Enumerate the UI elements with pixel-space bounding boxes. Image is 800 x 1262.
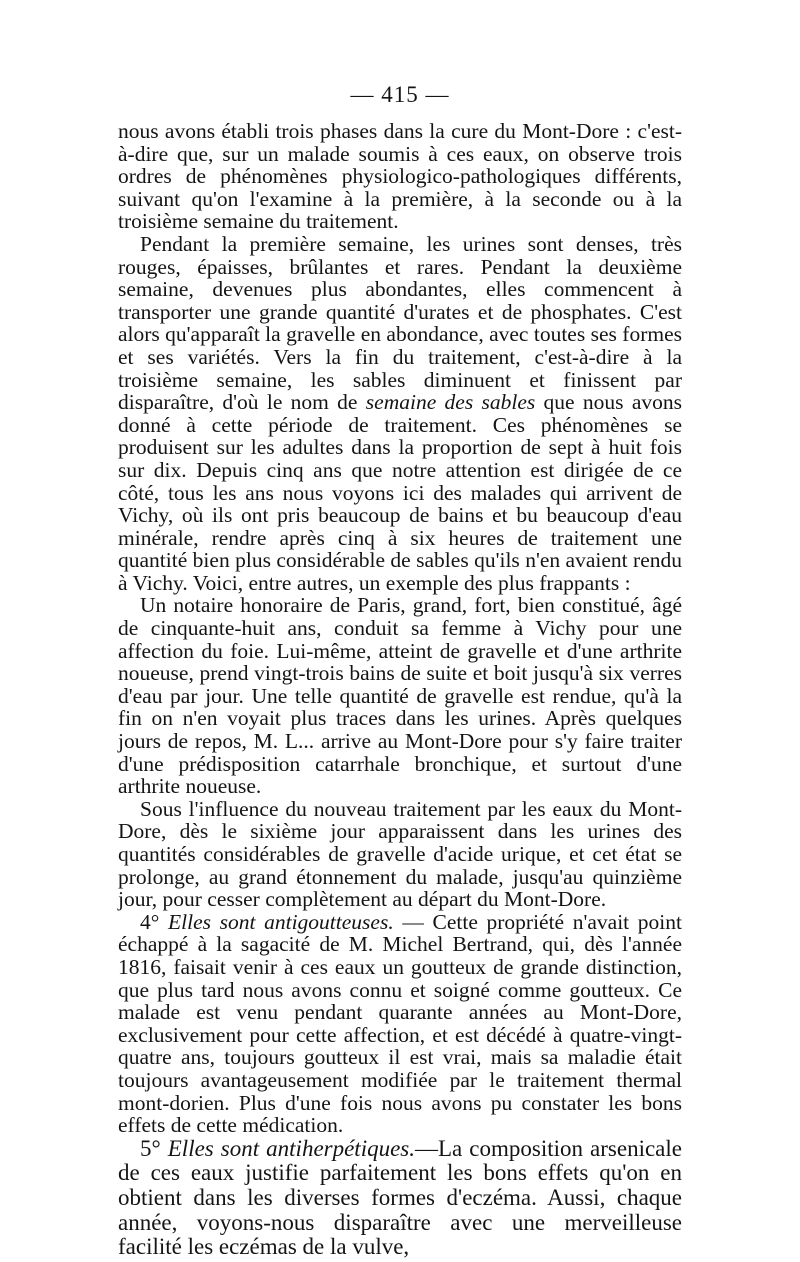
- paragraph-5-number: 4°: [140, 909, 168, 934]
- paragraph-1-text: nous avons établi trois phases dans la cure du Mont-Dore : c'est-à-dire que, sur un malade soumis à ces eaux, on observe trois ordres de phénomènes physiologico-pathologiques différents, suivant qu'on l'examine à la première, à la seconde ou à la troisième semaine du traitement.: [118, 119, 682, 234]
- paragraph-3-text: Un notaire honoraire de Paris, grand, fort, bien constitué, âgé de cinquante-huit ans, conduit sa femme à Vichy pour une affection du foie. Lui-même, atteint de gravelle et d'une arthrite noueuse, prend vingt-trois bains de suite et boit jusqu'à six verres d'eau par jour. Une telle quantité de gravelle est rendue, qu'à la fin on n'en voyait plus traces dans les urines. Après quelques jours de repos, M. L... arrive au Mont-Dore pour s'y faire traiter d'une prédisposition catarrhale bronchique, et surtout d'une arthrite noueuse.: [118, 593, 682, 799]
- paragraph-6-heading: Elles sont antiherpétiques.: [167, 1135, 415, 1161]
- paragraph-6: [118, 1137, 682, 1260]
- paragraph-4: [118, 798, 682, 911]
- paragraph-4-text: Sous l'influence du nouveau traitement par les eaux du Mont-Dore, dès le sixième jour apparaissent dans les urines des quantités considérables de gravelle d'acide urique, et cet état se prolonge, au grand étonnement du malade, jusqu'au quinzième jour, pour cesser complètement au départ du Mont-Dore.: [118, 796, 682, 912]
- paragraph-5: [118, 911, 682, 1137]
- paragraph-2-text-before: Pendant la première semaine, les urines sont denses, très rouges, épaisses, brûlantes et rares. Pendant la deuxième semaine, devenues plus abondantes, elles commencent à transporter une grande quantité d'urates et de phosphates. C'est alors qu'apparaît la gravelle en abondance, avec toutes ses formes et ses variétés. Vers la fin du traitement, c'est-à-dire à la troisième semaine, les sables diminuent et finissent par disparaître, d'où le nom de: [118, 231, 682, 415]
- paragraph-6-text: —La composition arsenicale de ces eaux justifie parfaitement les bons effets qu'on en obtient dans les diverses formes d'eczéma. Aussi, chaque année, voyons-nous disparaître avec une merveilleuse facilité les eczémas de la vulve,: [118, 1135, 682, 1260]
- paragraph-2-text-after: que nous avons donné à cette période de traitement. Ces phénomènes se produisent sur les adultes dans la proportion de sept à huit fois sur dix. Depuis cinq ans que notre attention est dirigée de ce côté, tous les ans nous voyons ici des malades qui arrivent de Vichy, où ils ont pris beaucoup de bains et bu beaucoup d'eau minérale, rendre après cinq à six heures de traitement une quantité bien plus considérable de sables qu'ils n'en avaient rendu à Vichy. Voici, entre autres, un exemple des plus frappants :: [118, 390, 682, 595]
- paragraph-6-number: 5°: [140, 1135, 168, 1161]
- paragraph-2-italic: semaine des sables: [365, 390, 536, 415]
- paragraph-5-text: — Cette propriété n'avait point échappé à la sagacité de M. Michel Bertrand, qui, dès l'année 1816, faisait venir à ces eaux un goutteux de grande distinction, que plus tard nous avons connu et soigné comme goutteux. Ce malade est venu pendant quarante années au Mont-Dore, exclusivement pour cette affection, et est décédé à quatre-vingt-quatre ans, toujours goutteux il est vrai, mais sa maladie était toujours avantageusement modifiée par le traitement thermal mont-dorien. Plus d'une fois nous avons pu constater les bons effets de cette médication.: [118, 909, 682, 1138]
- paragraph-1: [118, 120, 682, 233]
- paragraph-5-heading: Elles sont antigoutteuses.: [168, 909, 394, 934]
- paragraph-2: [118, 233, 682, 595]
- paragraph-3: [118, 594, 682, 797]
- page-number: — 415 —: [350, 82, 450, 107]
